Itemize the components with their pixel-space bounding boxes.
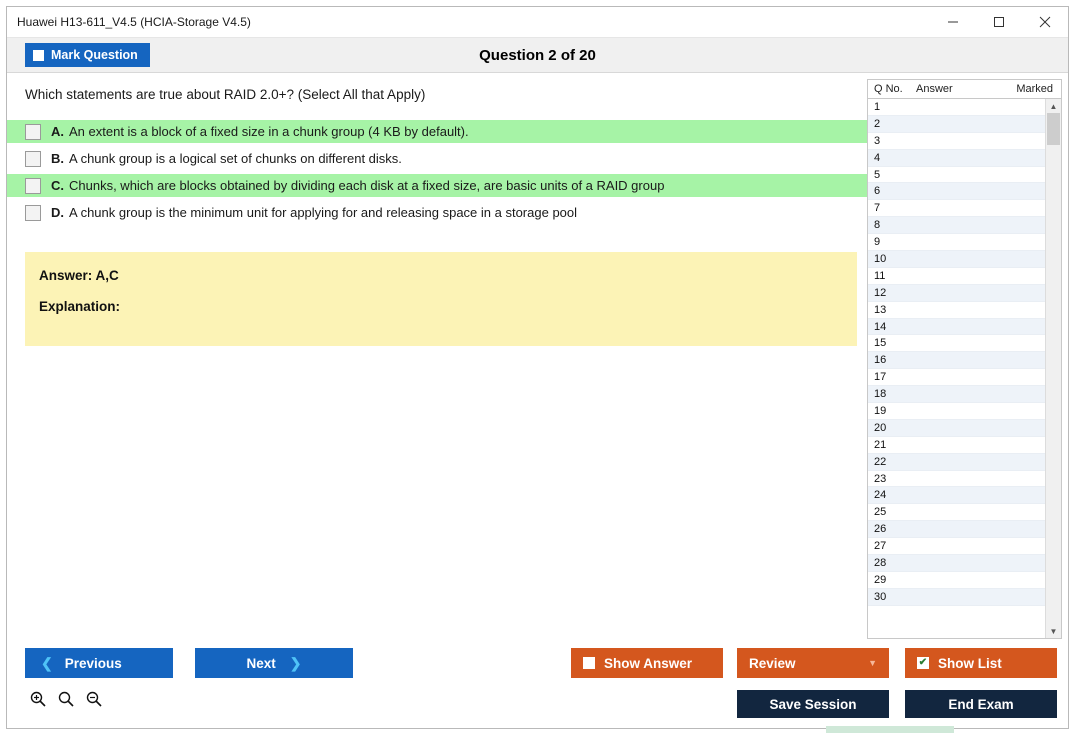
question-number-cell: 2: [874, 117, 881, 130]
table-row[interactable]: [868, 99, 1045, 116]
question-number-cell: 26: [874, 523, 887, 536]
table-row[interactable]: [868, 133, 1045, 150]
footer-toolbar: [7, 639, 1068, 728]
choice-text: Chunks, which are blocks obtained by dividing each disk at a fixed size, are basic units of a RAID group: [69, 178, 665, 193]
question-number-cell: 8: [874, 219, 881, 232]
table-row[interactable]: [868, 487, 1045, 504]
table-row[interactable]: [868, 285, 1045, 302]
question-number-cell: 16: [874, 354, 887, 367]
table-row[interactable]: [868, 234, 1045, 251]
question-number-cell: 17: [874, 371, 887, 384]
column-header-marked: Marked: [1016, 83, 1053, 95]
table-row[interactable]: [868, 116, 1045, 133]
question-text: Which statements are true about RAID 2.0+? (Select All that Apply): [25, 87, 426, 102]
choice-letter: A.: [51, 124, 64, 139]
question-number-cell: 25: [874, 506, 887, 519]
table-row[interactable]: [868, 538, 1045, 555]
question-number-cell: 23: [874, 472, 887, 485]
show-answer-label: Show Answer: [604, 655, 693, 671]
next-button[interactable]: [195, 648, 353, 678]
table-row[interactable]: [868, 420, 1045, 437]
window-title: Huawei H13-611_V4.5 (HCIA-Storage V4.5): [17, 15, 251, 29]
exam-header-bar: [7, 38, 1068, 73]
minimize-icon[interactable]: [930, 7, 976, 37]
question-number-cell: 12: [874, 286, 887, 299]
table-row[interactable]: [868, 437, 1045, 454]
table-row[interactable]: [868, 454, 1045, 471]
question-number-cell: 15: [874, 337, 887, 350]
question-number-cell: 4: [874, 151, 881, 164]
table-row[interactable]: [868, 471, 1045, 488]
question-pane: [7, 73, 867, 639]
choice-option-d[interactable]: [7, 201, 867, 224]
mark-question-checkbox-icon: [33, 50, 44, 61]
question-number-cell: 22: [874, 455, 887, 468]
checkbox-icon[interactable]: [25, 124, 41, 140]
question-number-cell: 13: [874, 303, 887, 316]
review-dropdown-button[interactable]: [737, 648, 889, 678]
table-row[interactable]: [868, 369, 1045, 386]
question-list-header: [868, 80, 1061, 99]
table-row[interactable]: [868, 504, 1045, 521]
save-session-button[interactable]: [737, 690, 889, 718]
table-row[interactable]: [868, 150, 1045, 167]
explanation-label: Explanation:: [39, 299, 121, 314]
table-row[interactable]: [868, 217, 1045, 234]
answer-value: Answer: A,C: [39, 268, 119, 283]
question-number-cell: 14: [874, 320, 887, 333]
table-row[interactable]: [868, 319, 1045, 336]
next-label: Next: [246, 655, 276, 671]
question-number-cell: 5: [874, 168, 881, 181]
question-number-cell: 19: [874, 404, 887, 417]
question-list-body: [868, 99, 1061, 638]
table-row[interactable]: [868, 386, 1045, 403]
question-number-cell: 11: [874, 269, 886, 282]
choice-letter: B.: [51, 151, 64, 166]
question-number-cell: 7: [874, 202, 881, 215]
end-exam-button[interactable]: [905, 690, 1057, 718]
mark-question-button[interactable]: [25, 43, 150, 67]
table-row[interactable]: [868, 521, 1045, 538]
question-number-cell: 20: [874, 421, 887, 434]
table-row[interactable]: [868, 268, 1045, 285]
question-number-cell: 3: [874, 134, 881, 147]
question-number-cell: 10: [874, 252, 887, 265]
table-row[interactable]: [868, 251, 1045, 268]
question-list-scrollbar[interactable]: [1045, 99, 1061, 638]
checkbox-icon[interactable]: [25, 151, 41, 167]
taskbar-strip: [826, 726, 954, 733]
question-number-cell: 6: [874, 185, 881, 198]
question-number-cell: 29: [874, 573, 887, 586]
question-number-cell: 21: [874, 438, 887, 451]
table-row[interactable]: [868, 352, 1045, 369]
question-counter: Question 2 of 20: [479, 46, 596, 64]
scrollbar-track[interactable]: [1046, 113, 1061, 624]
chevron-down-icon: ▼: [868, 658, 877, 668]
choice-option-b[interactable]: [7, 147, 867, 170]
column-header-answer: Answer: [916, 83, 953, 95]
question-number-cell: 28: [874, 556, 887, 569]
table-row[interactable]: [868, 183, 1045, 200]
table-row[interactable]: [868, 335, 1045, 352]
choice-text: A chunk group is the minimum unit for applying for and releasing space in a storage pool: [69, 205, 578, 220]
save-session-label: Save Session: [769, 696, 857, 712]
maximize-icon[interactable]: [976, 7, 1022, 37]
choice-list: [7, 120, 867, 224]
checkbox-icon[interactable]: [25, 205, 41, 221]
chevron-left-icon: ❮: [41, 654, 53, 671]
choice-option-a[interactable]: [7, 120, 867, 143]
question-number-cell: 24: [874, 489, 887, 502]
show-list-checkbox-icon: ✔: [918, 657, 928, 668]
question-number-cell: 30: [874, 590, 887, 603]
question-number-cell: 9: [874, 236, 881, 249]
table-row[interactable]: [868, 555, 1045, 572]
table-row[interactable]: [868, 302, 1045, 319]
question-number-cell: 1: [874, 100, 881, 113]
review-label: Review: [749, 655, 796, 671]
question-list-panel: [867, 79, 1062, 639]
checkbox-icon[interactable]: [25, 178, 41, 194]
scrollbar-thumb[interactable]: [1047, 113, 1060, 145]
table-row[interactable]: [868, 403, 1045, 420]
scroll-down-icon[interactable]: ▼: [1049, 626, 1058, 636]
choice-letter: D.: [51, 205, 64, 220]
choice-option-c[interactable]: [7, 174, 867, 197]
question-number-cell: 27: [874, 540, 887, 553]
body-area: [7, 73, 1068, 639]
exam-application-window: [6, 6, 1069, 729]
show-answer-checkbox-icon: [583, 657, 595, 669]
previous-label: Previous: [64, 655, 122, 671]
table-row[interactable]: [868, 167, 1045, 184]
show-list-button[interactable]: [905, 648, 1057, 678]
show-list-label: Show List: [938, 655, 1002, 671]
end-exam-label: End Exam: [948, 696, 1014, 712]
close-icon[interactable]: [1022, 7, 1068, 37]
question-list-rows[interactable]: [868, 99, 1045, 638]
choice-text: An extent is a block of a fixed size in a chunk group (4 KB by default).: [69, 124, 469, 139]
zoom-icon[interactable]: [57, 690, 75, 708]
mark-question-label: Mark Question: [51, 48, 138, 62]
table-row[interactable]: [868, 572, 1045, 589]
table-row[interactable]: [868, 589, 1045, 606]
scroll-up-icon[interactable]: ▲: [1049, 101, 1058, 111]
titlebar: [7, 7, 1068, 38]
column-header-qno: Q No.: [874, 83, 903, 95]
window-controls: [930, 7, 1068, 37]
chevron-right-icon: ❯: [289, 654, 302, 671]
zoom-toolbar: [29, 690, 103, 708]
choice-letter: C.: [51, 178, 64, 193]
show-answer-button[interactable]: [571, 648, 723, 678]
zoom-out-icon[interactable]: [85, 690, 103, 708]
previous-button[interactable]: [25, 648, 173, 678]
zoom-in-icon[interactable]: [29, 690, 47, 708]
question-number-cell: 18: [874, 388, 887, 401]
choice-text: A chunk group is a logical set of chunks on different disks.: [69, 151, 402, 166]
answer-panel: [25, 252, 857, 346]
table-row[interactable]: [868, 200, 1045, 217]
